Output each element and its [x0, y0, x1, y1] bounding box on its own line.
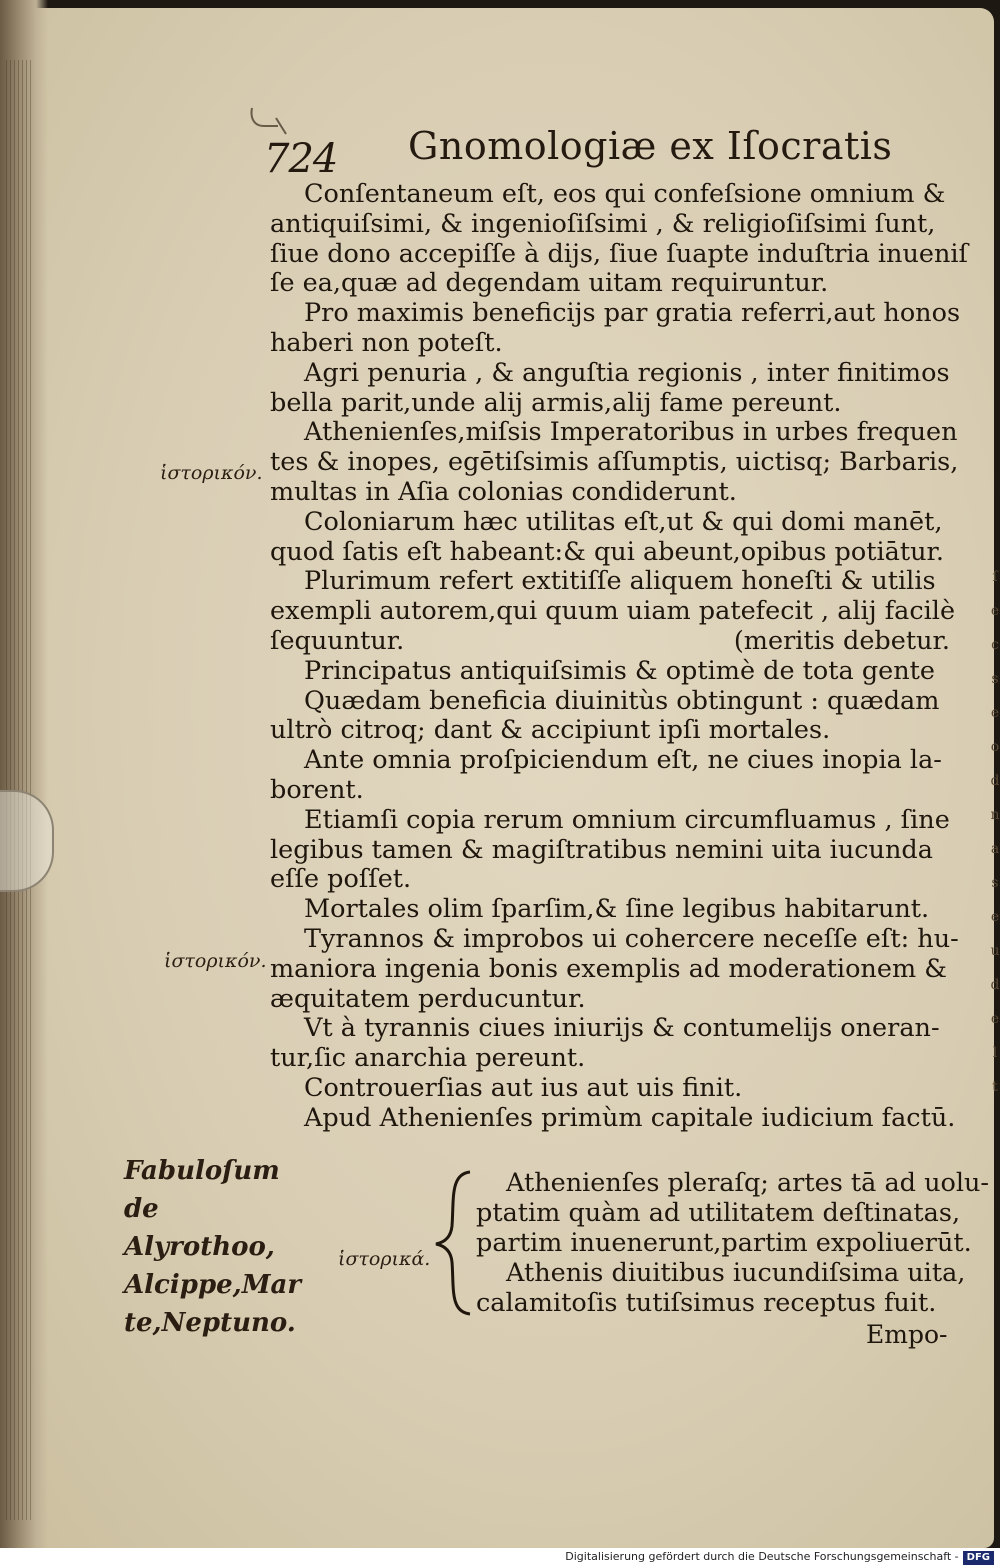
text-line-content: ſequuntur. — [270, 625, 405, 656]
running-title: Gnomologiæ ex Iſocratis — [408, 124, 893, 168]
bracket-line: ptatim quàm ad utilitatem deſtinatas, — [476, 1198, 961, 1228]
footer-text: Digitalisierung gefördert durch die Deutsche Forschungsgemeinschaft - — [565, 1550, 959, 1563]
text-line — [270, 865, 950, 895]
text-line — [270, 746, 950, 776]
facing-page-bleed: ſ e c s e o d n a s e u d e l t — [990, 569, 1000, 1095]
text-line — [270, 806, 950, 836]
digitization-footer — [0, 1548, 1000, 1566]
margin-note-line: te,Neptuno. — [124, 1308, 296, 1338]
text-line — [270, 1014, 950, 1044]
text-line — [270, 657, 950, 687]
text-line — [270, 389, 950, 419]
text-line — [270, 478, 950, 508]
text-line-content: Tyrannos & improbos ui cohercere neceſſe eſt: hu- — [304, 923, 959, 954]
pencil-mark-icon — [246, 104, 292, 138]
text-line — [270, 596, 956, 627]
margin-note-line: Alyrothoo, — [124, 1232, 275, 1262]
text-line-content: Principatus antiquiſsimis & optimè de tota gente — [304, 655, 936, 686]
text-line-content: tur,ſic anarchia pereunt. — [270, 1043, 586, 1074]
text-line — [270, 508, 950, 538]
text-line-content: exempli autorem,qui quum uiam patefecit , alij facilè — [270, 596, 956, 627]
text-line — [270, 627, 950, 657]
text-line — [270, 269, 950, 299]
text-line-content: maniora ingenia bonis exemplis ad moderationem & — [270, 953, 947, 984]
text-line — [270, 985, 950, 1015]
text-line-content: ultrò citroq; dant & accipiunt ipſi mortales. — [270, 715, 831, 746]
text-line-content: Mortales olim ſparſim,& ſine legibus habitarunt. — [304, 894, 930, 925]
text-line — [270, 298, 961, 329]
text-line-content: Plurimum refert extitiſſe aliquem honeſti & utilis — [304, 566, 936, 597]
text-line — [270, 776, 950, 806]
text-line — [270, 359, 950, 389]
text-line-content: tes & inopes, egētiſsimis aſſumptis, uictisq; Barbaris, — [270, 447, 959, 478]
text-line-content: borent. — [270, 774, 364, 805]
text-line — [270, 895, 950, 925]
bracketed-text-block — [476, 1168, 990, 1318]
curly-brace-icon — [432, 1170, 476, 1316]
margin-note-fabulosum — [124, 1152, 304, 1342]
margin-note-greek-2: ἱστορικόν. — [164, 950, 267, 972]
margin-note-line: Fabuloſum de — [124, 1156, 280, 1224]
catchword: Empo- — [866, 1320, 948, 1349]
text-line — [270, 687, 950, 717]
text-line-content: æquitatem perducuntur. — [270, 983, 586, 1014]
text-line — [270, 567, 950, 597]
margin-note-greek-3: ἱστορικά. — [338, 1248, 431, 1270]
text-line — [270, 716, 950, 746]
bracket-line: calamitoſis tutiſsimus receptus fuit. — [476, 1288, 937, 1318]
text-line-content: quod ſatis eſt habeant:& qui abeunt,opibus potiātur. — [270, 536, 944, 567]
margin-note-greek-1: ἱστορικόν. — [160, 462, 263, 484]
text-line — [270, 329, 950, 359]
text-line — [270, 238, 968, 270]
text-line-content: Controuerſias aut ius aut uis finit. — [304, 1072, 743, 1103]
text-line-content: ſe ea,quæ ad degendam uitam requiruntur. — [270, 268, 829, 299]
bracket-line: Athenis diuitibus iucundiſsima uita, — [506, 1258, 966, 1288]
main-text-block — [270, 179, 968, 1134]
text-line-content: Etiamſi copia rerum omnium circumfluamus , ſine — [304, 804, 950, 835]
bracket-line: Athenienſes pleraſq; artes tā ad uolu- — [506, 1168, 990, 1198]
text-line — [270, 180, 950, 210]
text-line-content: Pro maximis beneficijs par gratia referri,aut honos — [304, 298, 961, 329]
text-line-content: bella parit,unde alij armis,alij fame pereunt. — [270, 387, 842, 418]
text-line — [270, 923, 959, 955]
text-line-content: ſiue dono accepiſſe à dijs, ſiue ſuapte induſtria inueniſ — [270, 238, 968, 269]
text-line-content: Vt à tyrannis ciues iniurijs & contumelijs oneran- — [304, 1013, 940, 1044]
text-line-content: Conſentaneum eſt, eos qui confeſsione omnium & — [304, 179, 946, 209]
text-line — [270, 1102, 956, 1134]
text-line-content: haberi non poteſt. — [270, 327, 503, 358]
dfg-logo: DFG — [963, 1551, 994, 1565]
page-number: 724 — [264, 136, 338, 182]
text-line-tail: (meritis debetur. — [733, 625, 950, 656]
text-line-content: Apud Athenienſes primùm capitale iudicium factū. — [304, 1102, 956, 1133]
text-line-content: Athenienſes,miſsis Imperatoribus in urbes frequen — [304, 417, 958, 448]
text-line — [270, 1074, 950, 1104]
text-line — [270, 955, 950, 985]
text-line — [270, 417, 958, 448]
text-line-content: Ante omnia proſpiciendum eſt, ne ciues inopia la- — [304, 745, 942, 776]
text-line — [270, 538, 950, 568]
text-line — [270, 836, 950, 866]
text-line-content: eſſe poſſet. — [270, 864, 412, 895]
text-line — [270, 1044, 950, 1074]
text-line-content: legibus tamen & magiſtratibus nemini uita iucunda — [270, 834, 933, 865]
text-line-content: Coloniarum hæc utilitas eſt,ut & qui domi manēt, — [304, 506, 943, 537]
bracket-line: partim inuenerunt,partim expoliuerūt. — [476, 1228, 972, 1258]
text-line-content: antiquiſsimi, & ingenioſiſsimi , & religioſiſsimi ſunt, — [270, 208, 936, 239]
margin-note-line: Alcippe,Mar — [124, 1270, 302, 1300]
text-line-content: Agri penuria , & anguſtia regionis , inter finitimos — [304, 357, 950, 388]
text-line — [270, 447, 959, 478]
text-line-content: Quædam beneficia diuinitùs obtingunt : quædam — [304, 685, 940, 716]
text-line — [270, 210, 950, 240]
text-line-content: multas in Aſia colonias condiderunt. — [270, 476, 737, 507]
